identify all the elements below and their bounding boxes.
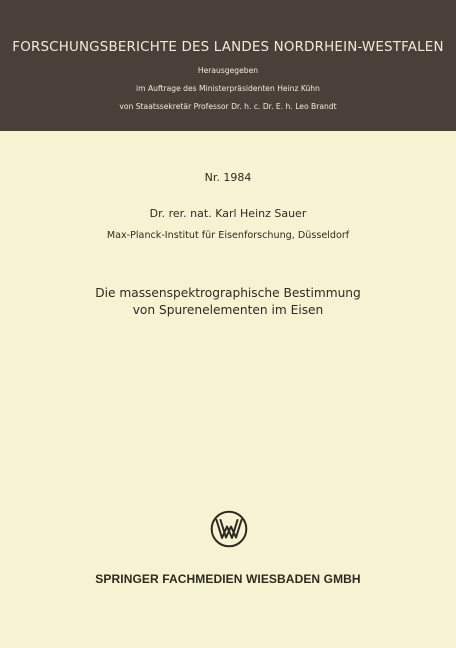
book-title-line-1: Die massenspektrographische Bestimmung <box>95 286 361 300</box>
header-band <box>0 0 456 131</box>
editor-line-3: von Staatssekretär Professor Dr. h. c. Dr. E. h. Leo Brandt <box>119 102 337 111</box>
publisher-vw-logo-icon <box>210 510 248 548</box>
author-institute: Max-Planck-Institut für Eisenforschung, Düsseldorf <box>106 230 350 241</box>
publisher-name: SPRINGER FACHMEDIEN WIESBADEN GMBH <box>95 572 361 586</box>
editor-line-2: im Auftrage des Ministerpräsidenten Heinz Kühn <box>136 84 320 93</box>
report-number: Nr. 1984 <box>204 171 252 184</box>
editor-line-1: Herausgegeben <box>197 66 259 75</box>
author-name: Dr. rer. nat. Karl Heinz Sauer <box>149 207 307 220</box>
series-title: FORSCHUNGSBERICHTE DES LANDES NORDRHEIN-WESTFALEN <box>12 40 444 55</box>
book-title-line-2: von Spurenelementen im Eisen <box>132 303 324 317</box>
